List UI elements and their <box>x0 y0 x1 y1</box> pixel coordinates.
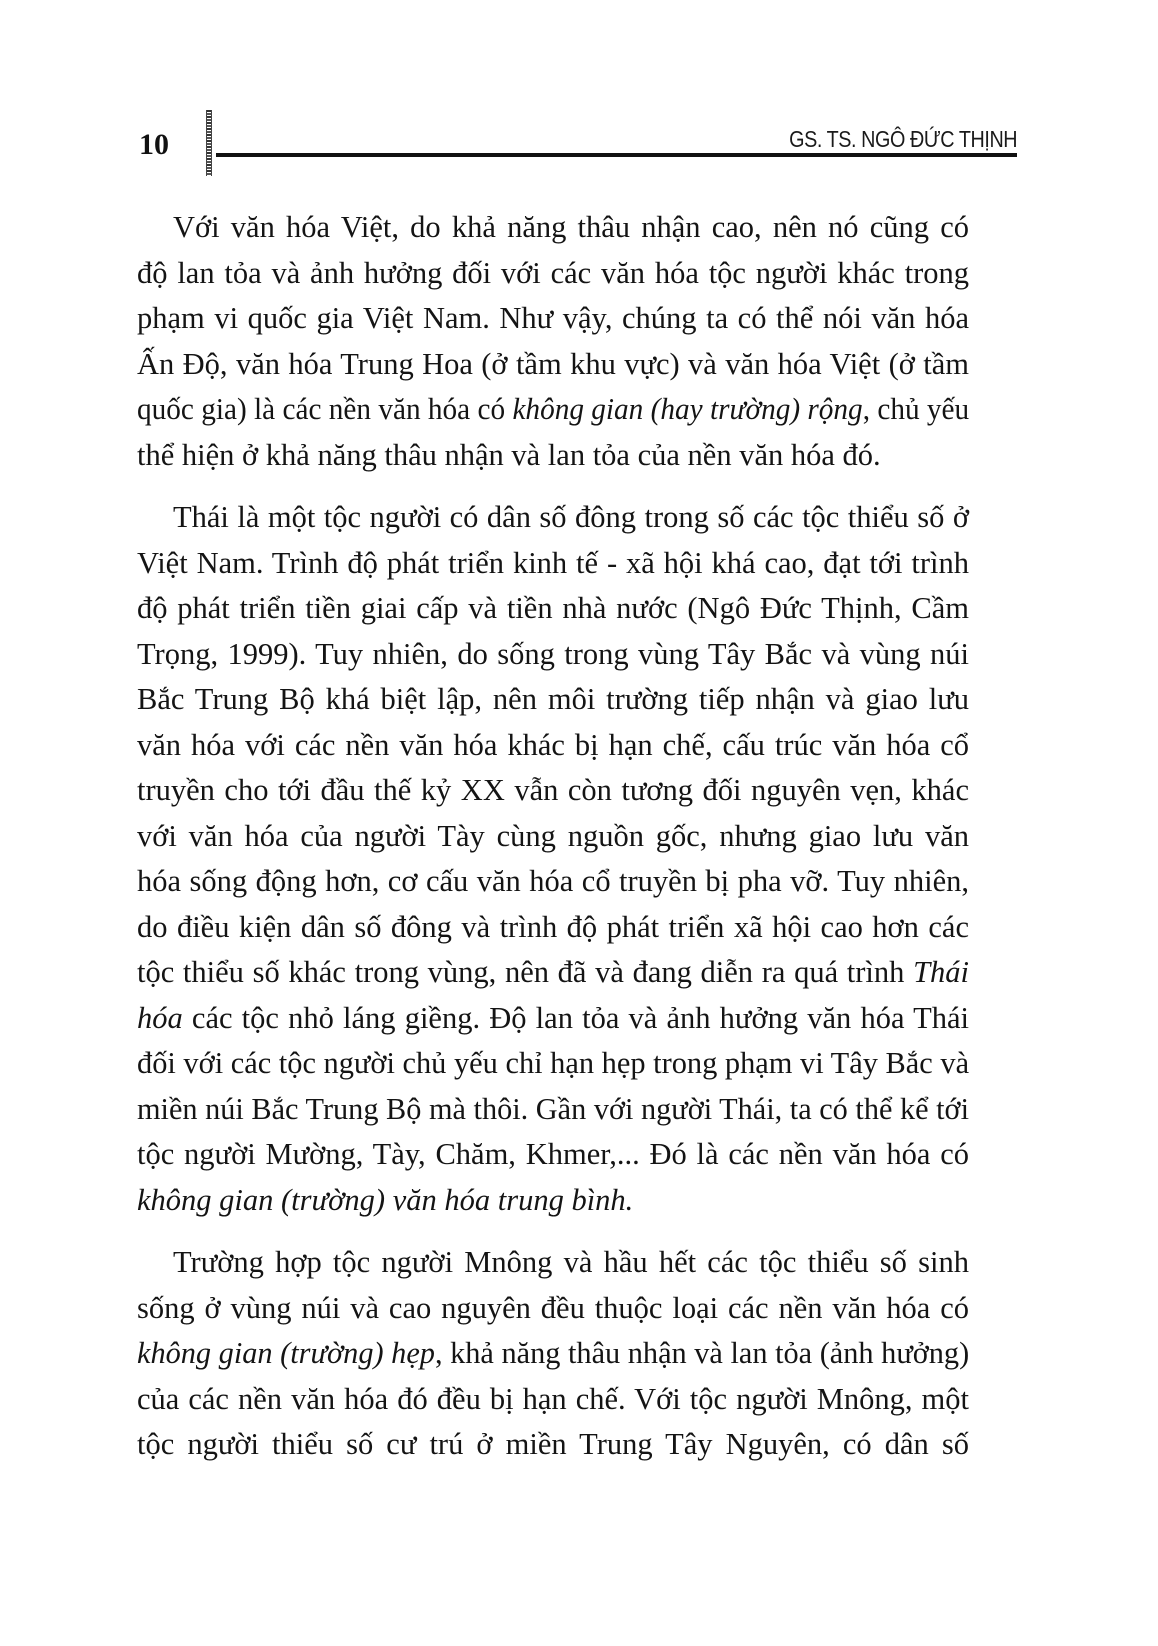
text-run: đối với các tộc người chủ yếu chỉ hạn hẹp trong phạm vi Tây Bắc và <box>137 1046 970 1080</box>
text-line <box>137 1240 969 1286</box>
text-run: sống ở vùng núi và cao nguyên đều thuộc loại các nền văn hóa có <box>137 1290 969 1325</box>
body-text <box>137 205 969 1485</box>
text-line <box>137 814 969 860</box>
text-line <box>137 1422 969 1468</box>
italic-term: hóa <box>137 1000 183 1035</box>
italic-term: không gian (hay trường) rộng <box>512 392 863 426</box>
text-line <box>137 905 969 951</box>
text-line <box>137 1041 969 1087</box>
text-line <box>137 541 969 587</box>
header-rule <box>216 153 1017 157</box>
text-run: với văn hóa của người Tày cùng nguồn gốc, nhưng giao lưu văn <box>137 818 969 853</box>
text-run: do điều kiện dân số đông và trình độ phát triển xã hội cao hơn các <box>137 909 969 944</box>
text-run: Bắc Trung Bộ khá biệt lập, nên môi trường tiếp nhận và giao lưu <box>137 682 969 716</box>
text-run: các tộc nhỏ láng giềng. Độ lan tỏa và ảnh hưởng văn hóa Thái <box>182 1000 969 1035</box>
italic-term: không gian (trường) hẹp <box>137 1336 435 1370</box>
text-line <box>137 1132 969 1178</box>
text-run: Trường hợp tộc người Mnông và hầu hết các tộc thiểu số sinh <box>173 1245 969 1279</box>
text-run: Trọng, 1999). Tuy nhiên, do sống trong vùng Tây Bắc và vùng núi <box>137 636 969 671</box>
text-line <box>137 433 969 479</box>
text-run: , khả năng thâu nhận và lan tỏa (ảnh hưởng) <box>434 1336 970 1370</box>
text-line <box>137 723 969 769</box>
text-run: Thái là một tộc người có dân số đông trong số các tộc thiểu số ở <box>173 500 969 534</box>
text-run: hóa sống động hơn, cơ cấu văn hóa cổ truyền bị pha vỡ. Tuy nhiên, <box>137 864 969 898</box>
text-line <box>137 1087 969 1133</box>
vertical-chain-ornament-icon <box>206 110 212 176</box>
text-line <box>137 342 969 388</box>
text-line <box>137 768 969 814</box>
text-line <box>137 296 969 342</box>
paragraph <box>137 495 969 1223</box>
page-number: 10 <box>139 128 169 161</box>
text-line <box>137 859 969 905</box>
text-run: truyền cho tới đầu thế kỷ XX vẫn còn tương đối nguyên vẹn, khác <box>137 773 969 807</box>
text-line <box>137 1331 969 1377</box>
text-run: tộc thiểu số khác trong vùng, nên đã và đang diễn ra quá trình <box>137 955 914 989</box>
text-line <box>137 1377 969 1423</box>
text-run: văn hóa với các nền văn hóa khác bị hạn chế, cấu trúc văn hóa cổ <box>137 727 969 762</box>
text-run: thể hiện ở khả năng thâu nhận và lan tỏa của nền văn hóa đó. <box>137 437 881 472</box>
text-run: miền núi Bắc Trung Bộ mà thôi. Gần với người Thái, ta có thể kể tới <box>137 1091 969 1126</box>
text-line <box>137 205 969 251</box>
text-run: tộc người Mường, Tày, Chăm, Khmer,... Đó là các nền văn hóa có <box>137 1137 969 1171</box>
text-line <box>137 996 969 1042</box>
page-header <box>0 0 1158 180</box>
text-line <box>137 251 969 297</box>
text-run: quốc gia) là các nền văn hóa có <box>137 392 513 426</box>
text-line <box>137 586 969 632</box>
text-line <box>137 632 969 678</box>
text-run: , chủ yếu <box>862 392 970 426</box>
text-line <box>137 1178 969 1224</box>
text-run: tộc người thiểu số cư trú ở miền Trung Tây Nguyên, có dân số <box>137 1427 969 1461</box>
text-line <box>137 495 969 541</box>
text-run: phạm vi quốc gia Việt Nam. Như vậy, chúng ta có thể nói văn hóa <box>137 301 969 335</box>
text-line <box>137 1286 969 1332</box>
text-line <box>137 950 969 996</box>
text-run: Việt Nam. Trình độ phát triển kinh tế - xã hội khá cao, đạt tới trình <box>137 545 969 580</box>
paragraph <box>137 1240 969 1468</box>
text-run: độ lan tỏa và ảnh hưởng đối với các văn hóa tộc người khác trong <box>137 255 969 290</box>
text-run: độ phát triển tiền giai cấp và tiền nhà nước (Ngô Đức Thịnh, Cầm <box>137 591 969 625</box>
italic-term: Thái <box>913 955 969 989</box>
running-head-author: GS. TS. NGÔ ĐỨC THỊNH <box>788 126 1017 152</box>
text-line <box>137 387 969 433</box>
paragraph <box>137 205 969 478</box>
text-run: Với văn hóa Việt, do khả năng thâu nhận cao, nên nó cũng có <box>173 210 969 244</box>
text-line <box>137 677 969 723</box>
text-run: Ấn Độ, văn hóa Trung Hoa (ở tầm khu vực) và văn hóa Việt (ở tầm <box>137 346 969 381</box>
text-run: của các nền văn hóa đó đều bị hạn chế. Với tộc người Mnông, một <box>137 1381 969 1416</box>
italic-term: không gian (trường) văn hóa trung bình. <box>137 1182 634 1217</box>
